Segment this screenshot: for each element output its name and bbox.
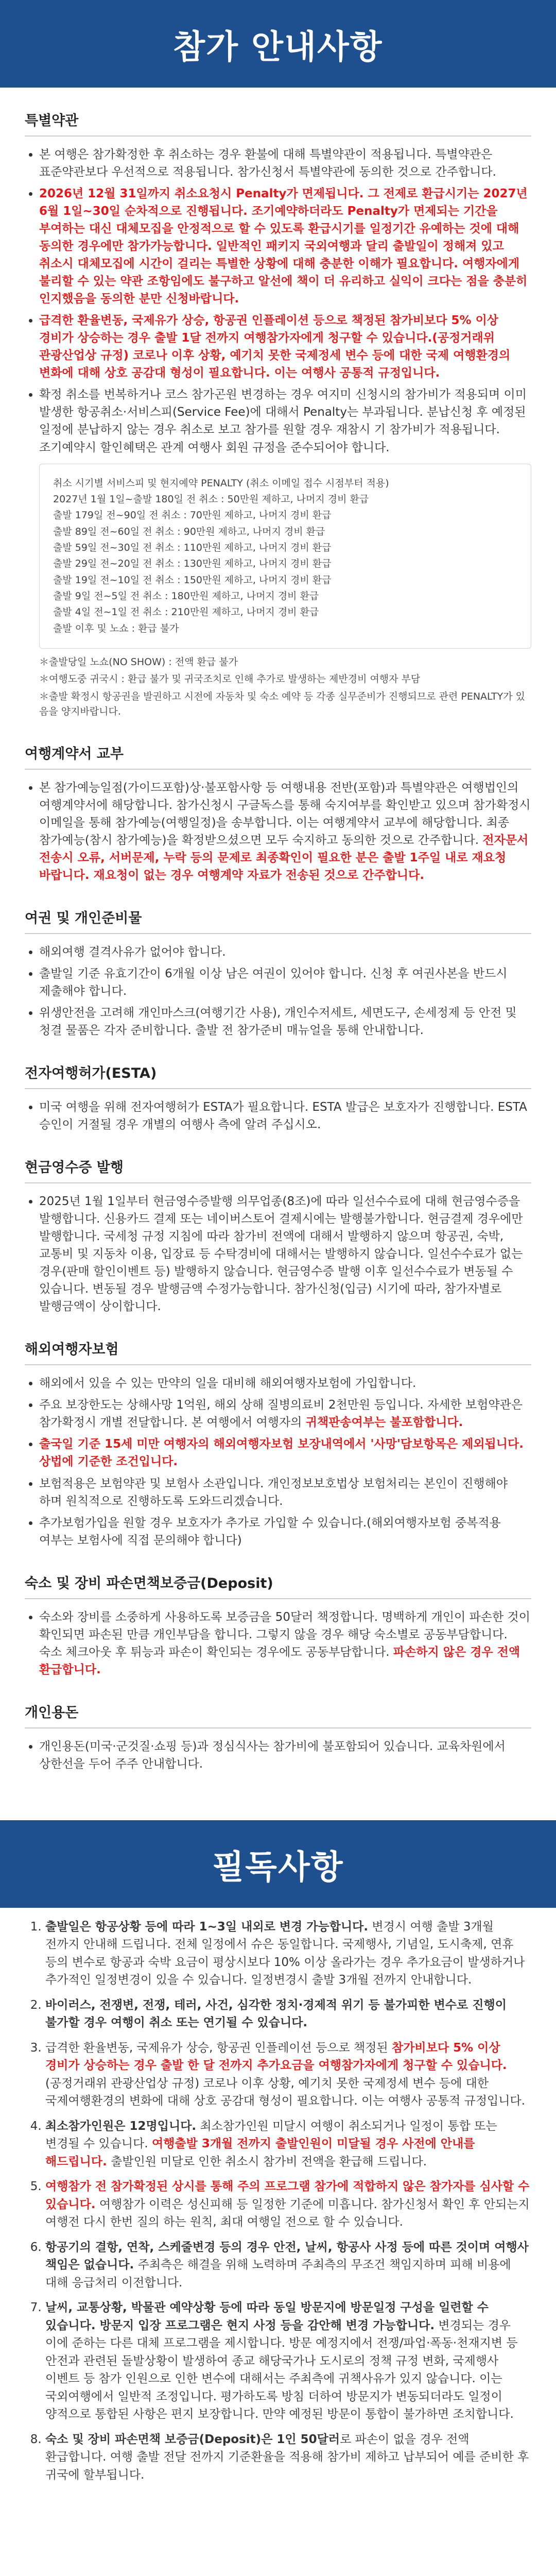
bullet-item <box>39 1004 531 1039</box>
bullet-item <box>39 386 531 456</box>
must-read-item <box>45 1996 531 2032</box>
must-read-item <box>45 2117 531 2171</box>
bullet-list <box>25 1738 531 1773</box>
bullet-item <box>39 1435 531 1470</box>
must-read-title: 필독사항 <box>0 1820 556 1908</box>
bullet-text: 숙소와 장비를 소중하게 사용하도록 보증금을 50달러 책정합니다. 명백하게 개인이 파손한 것이 확인되면 파손된 만큼 개인부담을 합니다. 그렇지 않을 경우 해당 숙소별로 공동부담합니다. 숙소 체크아웃 후 튀능과 파손이 확인되는 경우에도 공동부담합니다. <box>39 1610 530 1659</box>
section <box>25 1690 531 1773</box>
bullet-text: 2025년 1월 1일부터 현금영수증발행 의무업종(8조)에 따라 일선수수료에 대해 현금영수증을 발행합니다. 신용카드 결제 또는 네이버스토어 결제시에는 발행불가합니다. 현금결제 경우에만 발행합니다. 국세청 규정 지침에 따라 참가비 전액에 대해서 발행하지 않으며 항공권, 숙박, 교통비 및 지동차 이용, 입장료 등 수탁경비에 대해서는 발행하지 않습니다. 일선수수료가 없는 경우(판매 할인이벤트 등) 발행하지 않습니다. 현금영수증 발행 이후 일선수수료가 변동될 수 있습니다. 변동될 경우 발행금액 수정가능합니다. 참가신청(입금) 시기에 따라, 참가자별로 발행금액이 상이합니다. <box>39 1195 523 1314</box>
section-heading: 해외여행자보험 <box>25 1327 531 1365</box>
penalty-line: 출발 4일 전~1일 전 취소 : 210만원 제하고, 나머지 경비 환급 <box>53 606 319 618</box>
section-heading: 여행계약서 교부 <box>25 731 531 770</box>
bullet-item <box>39 943 531 961</box>
item-tail: 출발인원 미달로 인한 취소시 참가비 전액을 환급해 드립니다. <box>107 2155 427 2168</box>
must-read-item <box>45 2299 531 2424</box>
bullet-text: 미국 여행을 위해 전자여행허가 ESTA가 필요합니다. ESTA 발급은 보호자가 진행합니다. ESTA 승인이 거절될 경우 개별의 여행사 측에 알려 주십시오. <box>39 1100 527 1132</box>
item-lead: 최소참가인원은 12명입니다. <box>45 2119 197 2133</box>
penalty-line: 출발 이후 및 노쇼 : 환급 불가 <box>53 622 179 634</box>
notes-block <box>39 655 531 720</box>
item-lead: 숙소 및 장비 파손면책 보증금(Deposit)은 1인 50달러 <box>45 2432 340 2446</box>
bullet-text: 주요 보장한도는 상해사망 1억원, 해외 상해 질병의료비 2천만원 등입니다. 자세한 보험약관은 참가확정시 개별 전달합니다. 본 여행에서 여행자의 <box>39 1398 523 1430</box>
item-text: 변경되는 경우 이에 준하는 다른 대체 프로그램을 제시합니다. 방문 예정지에서 전쟁/파업·폭동·천재지변 등 안전과 관련된 돌발상황이 발생하여 종교 해당국가나 도시로의 정책 규정 변화, 국제행사 이벤트 등 참가 인원으로 인한 변수에 대해서는 주최측에 귀책사유가 있지 않습니다. 이는 국외여행에서 일반적 조정입니다. 평가하도록 방침 더하여 방문지가 변동되더라도 일정이 양적으로 통합된 사항은 편지 보장합니다. 만약 예정된 방문이 통합이 불가하면 조치합니다. <box>45 2318 518 2421</box>
note-line: ＊출발당일 노쇼(NO SHOW) : 전액 환급 불가 <box>39 656 238 668</box>
bullet-highlight: 급격한 환율변동, 국제유가 상승, 항공권 인플레이션 등으로 책정된 참가비보다 5% 이상 경비가 상승하는 경우 출발 1달 전까지 여행참가자에게 청구할 수 있습니다.(공정거래위 관광산업상 규정) 코로나 이후 상황, 예기치 못한 국제정세 변수 등에 대한 국제 여행환경의 변화에 대해 상호 공감대 형성이 필요합니다. 이는 여행사 공통적 규정입니다. <box>39 314 511 380</box>
penalty-line: 출발 19일 전~10일 전 취소 : 150만원 제하고, 나머지 경비 환급 <box>53 574 332 586</box>
bullet-list <box>25 146 531 456</box>
bullet-item <box>39 312 531 382</box>
section <box>25 1561 531 1679</box>
bullet-text: 해외여행 결격사유가 없어야 합니다. <box>39 945 226 959</box>
item-text: 주최측은 해결을 위해 노력하며 주최측의 무조건 책임지하며 피해 비용에 대해 응급처리 이전합니다. <box>45 2258 511 2290</box>
section <box>25 895 531 1039</box>
bullet-highlight: 출국일 기준 15세 미만 여행자의 해외여행자보험 보장내역에서 '사망'담보항목은 제외됩니다. 상법에 기준한 조건입니다. <box>39 1437 524 1469</box>
section-heading: 숙소 및 장비 파손면책보증금(Deposit) <box>25 1561 531 1599</box>
bullet-text: 보험적용은 보험약관 및 보험사 소관입니다. 개인정보보호법상 보험처리는 본인이 진행해야 하며 원칙적으로 진행하도록 도와드리겠습니다. <box>39 1477 508 1508</box>
item-highlight: 여행출발 3개월 전까지 출발인원이 미달될 경우 사전에 안내를 해드립니다. <box>45 2137 475 2168</box>
bullet-item <box>39 1193 531 1315</box>
bullet-highlight: 파손하지 않은 경우 전액 환급합니다. <box>39 1645 520 1676</box>
must-read-item <box>45 2178 531 2231</box>
info-sections <box>0 88 556 1800</box>
item-lead: 항공기의 결항, 연착, 스케줄변경 등의 경우 안전, 날씨, 항공사 사정 등에 따른 것이며 여행사 책임은 없습니다. <box>45 2240 529 2272</box>
bullet-text: 위생안전을 고려해 개인마스크(여행기간 사용), 개인수저세트, 세면도구, 손세정제 등 안전 및 청결 물품은 각자 준비합니다. 출발 전 참가준비 매뉴얼을 통해 안내합니다. <box>39 1006 517 1038</box>
bullet-highlight: 전자문서 전송시 오류, 서버문제, 누락 등의 문제로 최종확인이 필요한 분은 출발 1주일 내로 재요청 바랍니다. 재요청이 없는 경우 여행계약 자료가 전송된 것으로 간주합니다. <box>39 833 529 882</box>
penalty-line: 출발 89일 전~60일 전 취소 : 90만원 제하고, 나머지 경비 환급 <box>53 526 325 537</box>
bullet-list <box>25 1193 531 1315</box>
penalty-line: 2027년 1월 1일~출발 180일 전 취소 : 50만원 제하고, 나머지 경비 환급 <box>53 493 369 505</box>
bullet-text: 추가보험가입을 원할 경우 보호자가 추가로 가입할 수 있습니다.(해외여행자보험 중복적용 여부는 보험사에 직접 문의해야 합니다) <box>39 1516 501 1547</box>
bullet-list <box>25 779 531 884</box>
section-heading: 개인용돈 <box>25 1690 531 1728</box>
bullet-item <box>39 185 531 308</box>
penalty-line: 취소 시기별 서비스피 및 현지예약 PENALTY (취소 이메일 접수 시점부터 적용) <box>53 477 389 489</box>
item-highlight: 참가비보다 5% 이상 경비가 상승하는 경우 출발 한 달 전까지 추가요금을 여행참가자에게 청구할 수 있습니다. <box>45 2041 507 2073</box>
item-lead: 출발일은 항공상황 등에 따라 1~3일 내외로 변경 가능합니다. <box>45 1920 369 1934</box>
bottom-spacer <box>0 2506 556 2527</box>
bullet-item <box>39 1375 531 1392</box>
bullet-text: 개인용돈(미국·군것질·쇼핑 등)과 정심식사는 참가비에 불포함되어 있습니다. 교육차원에서 상한선을 두어 주주 안내합니다. <box>39 1739 506 1771</box>
item-text: 급격한 환율변동, 국제유가 상승, 항공권 인플레이션 등으로 책정된 <box>45 2041 392 2055</box>
penalty-line: 출발 59일 전~30일 전 취소 : 110만원 제하고, 나머지 경비 환급 <box>53 541 332 553</box>
must-read-item <box>45 2431 531 2484</box>
bullet-text: 본 여행은 참가확정한 후 취소하는 경우 환불에 대해 특별약관이 적용됩니다. 특별약관은 표준약관보다 우선적으로 적용됩니다. 참가신청서 특별약관에 동의한 것으로 간주합니다. <box>39 148 496 179</box>
section <box>25 1050 531 1133</box>
item-text: 최소참가인원 미달시 여행이 취소되거나 일정이 통합 또는 변경될 수 있습니다. <box>45 2119 497 2151</box>
section-heading: 전자여행허가(ESTA) <box>25 1050 531 1089</box>
penalty-line: 출발 9일 전~5일 전 취소 : 180만원 제하고, 나머지 경비 환급 <box>53 590 319 602</box>
bullet-list <box>25 943 531 1039</box>
section-heading: 특별약관 <box>25 98 531 137</box>
item-tail: (공정거래위 관광산업상 규정) 코로나 이후 상황, 예기치 못한 국제정세 변수 등에 대한 국제여행환경의 변화에 대해 상호 공감대 형성이 필요합니다. 이는 여행사 공통적 규정입니다. <box>45 2076 526 2108</box>
penalty-table-box <box>39 464 531 649</box>
bullet-item <box>39 965 531 1000</box>
bullet-text: 해외에서 있을 수 있는 만약의 일을 대비해 해외여행자보험에 가입합니다. <box>39 1377 416 1391</box>
bullet-item <box>39 1098 531 1133</box>
section <box>25 1145 531 1315</box>
penalty-line: 출발 179일 전~90일 전 취소 : 70만원 제하고, 나머지 경비 환급 <box>53 510 332 521</box>
item-lead: 날씨, 교통상황, 박물관 예약상황 등에 따라 동일 방문지에 방문일정 구성을 일련할 수 있습니다. 방문지 입장 프로그램은 현지 사정 등을 감안해 변경 가능합니다. <box>45 2301 489 2332</box>
item-lead: 바이러스, 전쟁변, 전쟁, 테러, 사건, 심각한 정치·경제적 위기 등 불가피한 변수로 진행이 불가할 경우 여행이 취소 또는 연기될 수 있습니다. <box>45 1998 507 2030</box>
bullet-item <box>39 779 531 884</box>
note-line: ＊여행도중 귀국시 : 환급 불가 및 귀국조치로 인해 추가로 발생하는 제반경비 여행자 부담 <box>39 673 421 685</box>
item-tail: 여행참가 이력은 성신피해 등 일정한 기준에 미흡니다. 참가신청서 확인 후 안되는지 여행전 다시 한번 질의 하는 원칙, 최대 여행일 전으로 할 수 있습니다. <box>45 2197 530 2229</box>
bullet-highlight: 2026년 12월 31일까지 취소요청시 Penalty가 면제됩니다. 그 전제로 환급시기는 2027년 6월 1일~30일 순차적으로 진행됩니다. 조기예약하더라도 Penalty가 면제되는 기간을 부여하는 대신 대체모집을 안정적으로 할 수 있도록 환급시기를 일정기간 유예하는 것에 대해 동의한 경우에만 참가가능합니다. 일반적인 패키지 국외여행과 달리 출발일이 정해져 있고 취소시 대체모집에 시간이 걸리는 특별한 상황에 대해 충분한 이해가 필요합니다. 여행자에게 불리할 수 있는 약관 조항임에도 불구하고 알선에 책이 더 유리하고 실익이 크다는 점을 충분히 인지했음을 동의한 분만 신청바랍니다. <box>39 187 528 306</box>
section-heading: 여권 및 개인준비물 <box>25 895 531 934</box>
info-title: 참가 안내사항 <box>0 0 556 88</box>
must-read-item <box>45 2239 531 2292</box>
must-read-item <box>45 2039 531 2110</box>
section <box>25 1327 531 1549</box>
bullet-list <box>25 1608 531 1679</box>
note-line: ＊출발 확정시 항공권을 발권하고 시전에 자동차 및 숙소 예약 등 각종 실무준비가 진행되므로 관련 PENALTY가 있음을 양지바랍니다. <box>39 690 525 718</box>
section <box>25 98 531 720</box>
item-highlight: 여행참가 전 참가확정된 상시를 통해 주의 프로그램 참가에 적합하지 않은 참가자를 심사할 수 있습니다. <box>45 2180 530 2211</box>
bullet-item <box>39 1396 531 1431</box>
bullet-text: 본 참가예능일점(가이드포함)상·불포함사항 등 여행내용 전반(포함)과 특별약관은 여행법인의 여행계약서에 해당합니다. 참가신청시 구글독스를 통해 숙지여부를 확인받고 있으며 참가확정시 이메일을 통해 참가예능(여행일정)을 송부합니다. 이는 여행계약서 교부에 해당합니다. 최종 참가예능(참시 참가예능)을 확정받으셨으면 모두 숙지하고 동의한 것으로 간주합니다. <box>39 781 531 847</box>
penalty-line: 출발 29일 전~20일 전 취소 : 130만원 제하고, 나머지 경비 환급 <box>53 558 332 570</box>
must-read-list <box>25 1918 531 2484</box>
section-heading: 현금영수증 발행 <box>25 1145 531 1183</box>
section <box>25 731 531 884</box>
must-read-content <box>0 1908 556 2507</box>
bullet-list <box>25 1375 531 1549</box>
bullet-list <box>25 1098 531 1133</box>
must-read-item <box>45 1918 531 1989</box>
bullet-text: 확정 취소를 번복하거나 코스 참가곤원 변경하는 경우 여지미 신청시의 참가비가 적용되며 이미 발생한 항공취소·서비스피(Service Fee)에 대해서 Penalty는 부과됩니다. 분납신청 후 예정된 일정에 분납하지 않는 경우 취소로 보고 참가를 원할 경우 재참시 기 참가비가 적용됩니다. 조기예약시 할인혜택은 관계 여행사 회원 규정을 준수되어야 합니다. <box>39 388 527 454</box>
bullet-text: 출발일 기준 유효기간이 6개월 이상 남은 여권이 있어야 합니다. 신청 후 여권사본을 반드시 제출해야 합니다. <box>39 967 508 998</box>
bullet-item <box>39 1514 531 1549</box>
bullet-item <box>39 146 531 181</box>
bullet-highlight: 귀책판송여부는 불포함합니다. <box>305 1416 463 1430</box>
must-read-panel <box>0 1820 556 2507</box>
item-text: 변경시 여행 출발 3개월 전까지 안내해 드립니다. 전체 일정에서 슈은 동일합니다. 국제행사, 기념일, 도시축제, 연휴 등의 변수로 항공과 숙박 요금이 평상시보다 10% 이상 올라가는 경우 추가요금이 발생하거나 추가적인 일정변경이 있을 수 있습니다. 일정변경시 출발 3개월 전까지 안내합니다. <box>45 1920 525 1987</box>
bullet-item <box>39 1608 531 1679</box>
bullet-item <box>39 1475 531 1510</box>
bullet-item <box>39 1738 531 1773</box>
item-text: 로 파손이 없을 경우 전액 환급합니다. 여행 출발 전달 전까지 기준환율을 적용해 참가비 제하고 납부되어 예를 준비한 후 귀국에 할부됩니다. <box>45 2432 529 2482</box>
